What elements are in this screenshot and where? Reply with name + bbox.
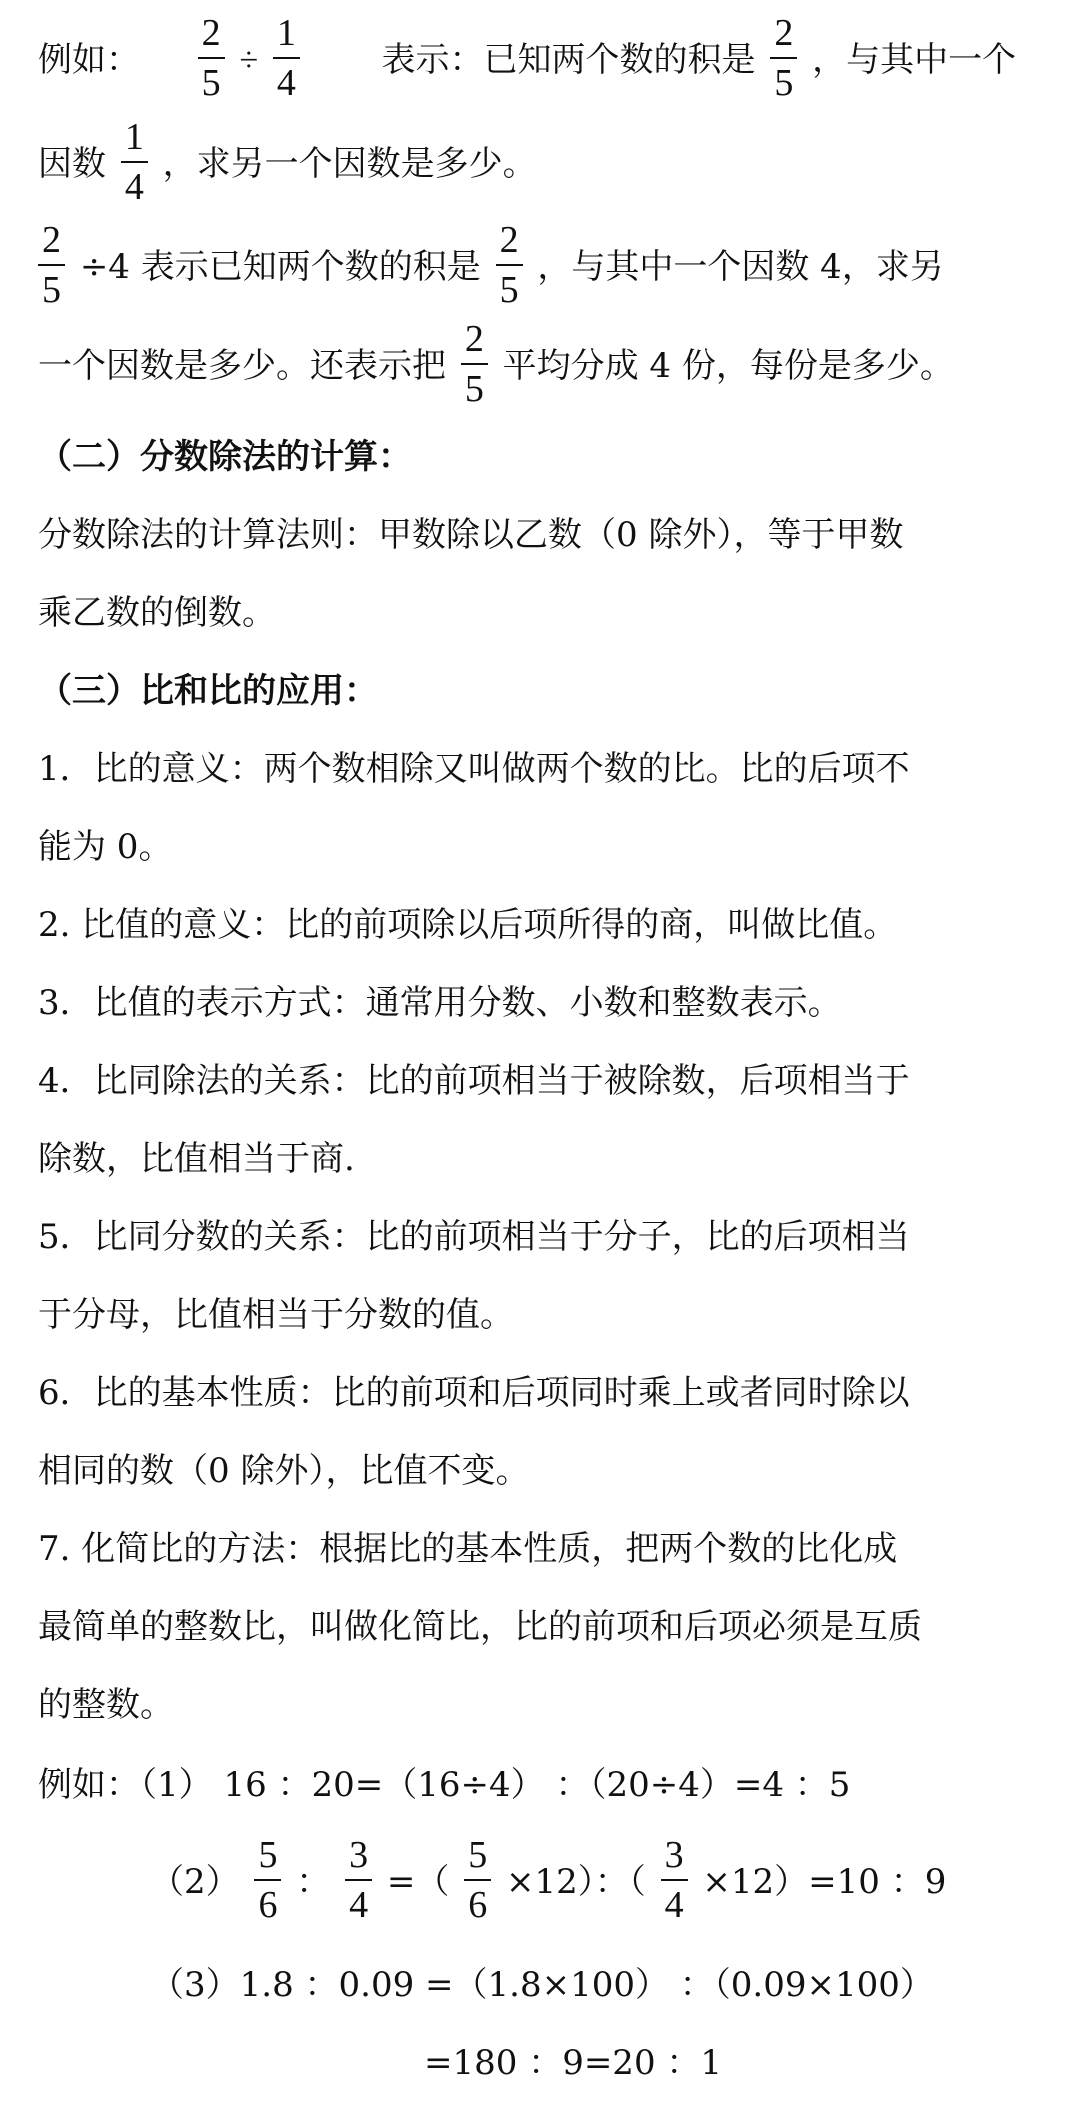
example-line-2 <box>38 116 537 210</box>
list-item: 于分母，比值相当于分数的值。 <box>38 1295 514 1335</box>
ratio-example-1: 例如：（1） 16 ：20=（16÷4） ：（20÷4）=4 ：5 <box>38 1765 851 1805</box>
ratio-example-3-result: =180 ：9=20 ：1 <box>424 2043 723 2083</box>
fraction-one-quarter: $\frac{1}{4}$ <box>121 118 148 206</box>
text-segment: ，求另一个因数是多少。 <box>162 144 537 184</box>
example-suffix: ，与其中一个 <box>812 40 1017 80</box>
list-item: 3．比值的表示方式：通常用分数、小数和整数表示。 <box>38 983 842 1023</box>
list-item: 相同的数（0 除外），比值不变。 <box>38 1451 530 1491</box>
text-segment: 平均分成 4 份，每份是多少。 <box>502 346 954 386</box>
text-segment: 因数 <box>38 144 106 184</box>
ratio-example-3: （3）1.8 ：0.09 =（1.8×100） ：（0.09×100） <box>150 1965 934 2005</box>
example-line-1 <box>38 12 1017 106</box>
fraction-five-sixths: $\frac{5}{6}$ <box>254 1836 281 1924</box>
fraction-two-fifths: $\frac{2}{5}$ <box>496 221 523 309</box>
list-item: 除数，比值相当于商. <box>38 1139 355 1179</box>
rule-line-1: 分数除法的计算法则：甲数除以乙数（0 除外），等于甲数 <box>38 515 904 555</box>
text-segment: ，与其中一个因数 4，求另 <box>537 247 944 287</box>
example-text: 表示：已知两个数的积是 <box>381 40 756 80</box>
example-line-4 <box>38 318 954 412</box>
text-segment: （2） <box>150 1862 240 1902</box>
fraction-three-quarters: $\frac{3}{4}$ <box>345 1836 372 1924</box>
fraction-five-sixths: $\frac{5}{6}$ <box>464 1836 491 1924</box>
example-prefix: 例如： <box>38 40 140 80</box>
text-segment: ÷4 表示已知两个数的积是 <box>79 247 481 287</box>
text-segment: ： <box>296 1862 331 1902</box>
fraction-two-fifths: $\frac{2}{5}$ <box>770 14 797 102</box>
list-item: 最简单的整数比，叫做化简比，比的前项和后项必须是互质 <box>38 1607 922 1647</box>
list-item: 1．比的意义：两个数相除又叫做两个数的比。比的后项不 <box>38 749 910 789</box>
section-heading-fraction-division: （二）分数除法的计算： <box>38 437 412 477</box>
list-item: 5．比同分数的关系：比的前项相当于分子，比的后项相当 <box>38 1217 910 1257</box>
text-segment: ×12）：（ <box>506 1862 646 1902</box>
text-segment: 一个因数是多少。还表示把 <box>38 346 446 386</box>
list-item: 2. 比值的意义：比的前项除以后项所得的商，叫做比值。 <box>38 905 898 945</box>
fraction-two-fifths: $\frac{2}{5}$ <box>461 320 488 408</box>
list-item: 7. 化简比的方法：根据比的基本性质，把两个数的比化成 <box>38 1529 898 1569</box>
ratio-example-2 <box>150 1834 947 1928</box>
fraction-two-fifths: $\frac{2}{5}$ <box>38 221 65 309</box>
fraction-three-quarters: $\frac{3}{4}$ <box>661 1836 688 1924</box>
example-line-3 <box>38 219 944 313</box>
list-item: 能为 0。 <box>38 827 173 867</box>
list-item: 4．比同除法的关系：比的前项相当于被除数，后项相当于 <box>38 1061 910 1101</box>
fraction-one-quarter: $\frac{1}{4}$ <box>273 14 300 102</box>
text-segment: =（ <box>386 1862 450 1902</box>
fraction-two-fifths: $\frac{2}{5}$ <box>198 14 225 102</box>
rule-line-2: 乘乙数的倒数。 <box>38 593 276 633</box>
list-item: 6．比的基本性质：比的前项和后项同时乘上或者同时除以 <box>38 1373 910 1413</box>
list-item: 的整数。 <box>38 1685 174 1725</box>
divide-sign: ÷ <box>239 42 259 79</box>
section-heading-ratio: （三）比和比的应用： <box>38 671 378 711</box>
text-segment: ×12）=10 ：9 <box>702 1862 947 1902</box>
